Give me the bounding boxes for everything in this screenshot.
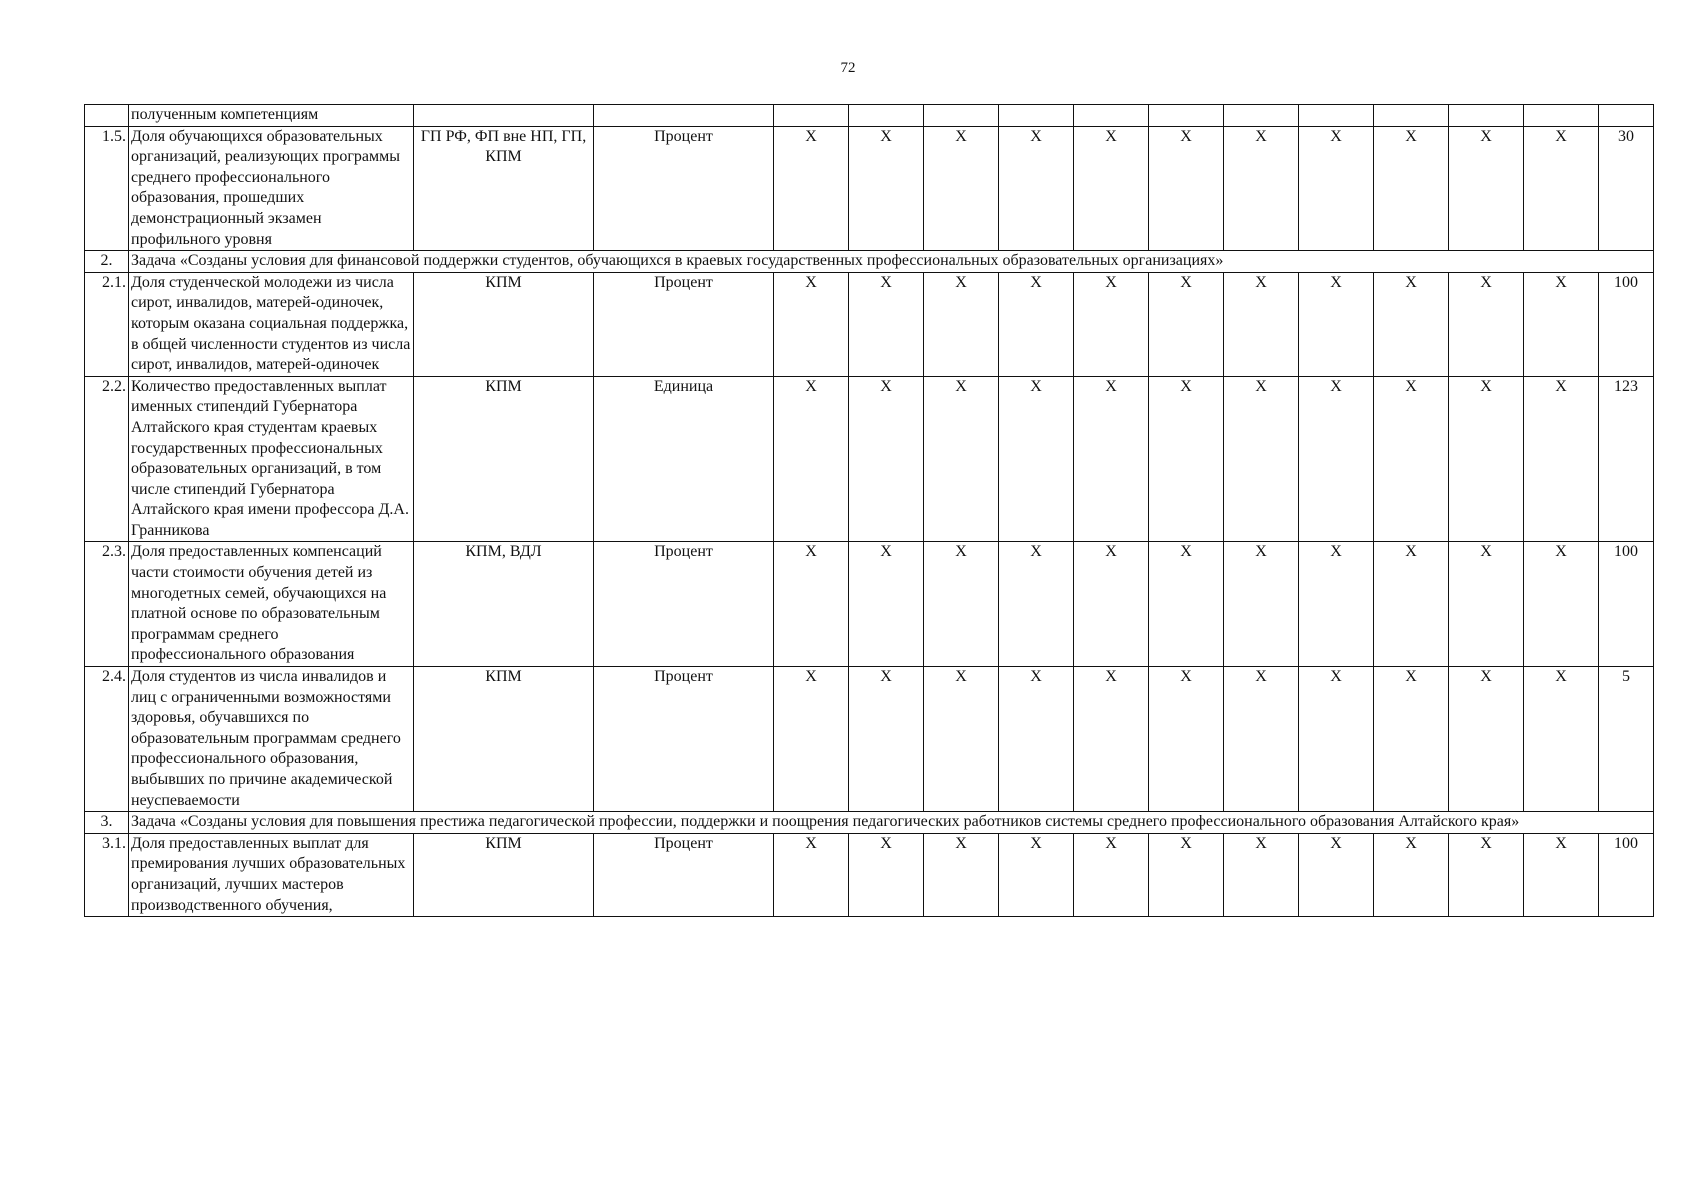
x-cell — [774, 105, 849, 127]
x-cell: X — [1374, 542, 1449, 667]
source-cell — [414, 105, 594, 127]
x-cell: X — [1449, 833, 1524, 916]
x-cell: X — [1524, 272, 1599, 376]
row-number — [85, 105, 129, 127]
row-number: 2.4. — [85, 667, 129, 812]
x-cell: X — [1074, 272, 1149, 376]
x-cell: X — [1224, 667, 1299, 812]
x-cell: X — [1524, 126, 1599, 251]
x-cell: X — [1374, 272, 1449, 376]
final-value-cell: 30 — [1599, 126, 1654, 251]
x-cell: X — [1449, 272, 1524, 376]
indicator-name: Количество предоставленных выплат именных стипендий Губернатора Алтайского края студентам краевых государственных профессиональных образовательных организаций, в том числе стипендий Губернатора Алтайского края имени профессора Д.А. Гранникова — [129, 376, 414, 542]
table-row — [85, 667, 1654, 812]
x-cell: X — [774, 667, 849, 812]
x-cell: X — [849, 126, 924, 251]
x-cell: X — [999, 376, 1074, 542]
x-cell: X — [924, 272, 999, 376]
x-cell: X — [1224, 833, 1299, 916]
x-cell — [849, 105, 924, 127]
x-cell — [1149, 105, 1224, 127]
x-cell: X — [1449, 376, 1524, 542]
x-cell: X — [1299, 667, 1374, 812]
x-cell: X — [1149, 542, 1224, 667]
final-value-cell: 5 — [1599, 667, 1654, 812]
x-cell: X — [1224, 126, 1299, 251]
x-cell: X — [1149, 376, 1224, 542]
indicator-name: полученным компетенциям — [129, 105, 414, 127]
row-number: 1.5. — [85, 126, 129, 251]
x-cell: X — [1149, 667, 1224, 812]
x-cell: X — [1374, 833, 1449, 916]
x-cell: X — [1074, 667, 1149, 812]
x-cell: X — [924, 126, 999, 251]
x-cell: X — [849, 833, 924, 916]
row-number: 2.2. — [85, 376, 129, 542]
x-cell: X — [1299, 542, 1374, 667]
unit-cell: Процент — [594, 542, 774, 667]
x-cell — [1524, 105, 1599, 127]
x-cell: X — [924, 542, 999, 667]
x-cell: X — [999, 272, 1074, 376]
row-number: 2.3. — [85, 542, 129, 667]
x-cell: X — [1374, 667, 1449, 812]
task-title: Задача «Созданы условия для финансовой поддержки студентов, обучающихся в краевых государственных профессиональных образовательных организациях» — [129, 251, 1654, 273]
x-cell: X — [1074, 833, 1149, 916]
final-value-cell: 123 — [1599, 376, 1654, 542]
x-cell: X — [774, 833, 849, 916]
task-number: 2. — [85, 251, 129, 273]
row-number: 3.1. — [85, 833, 129, 916]
x-cell — [1374, 105, 1449, 127]
task-row — [85, 812, 1654, 834]
indicator-name: Доля предоставленных компенсаций части стоимости обучения детей из многодетных семей, обучающихся на платной основе по образовательным программам среднего профессионального образования — [129, 542, 414, 667]
x-cell: X — [1149, 833, 1224, 916]
x-cell — [1449, 105, 1524, 127]
table-body — [85, 105, 1654, 917]
table-row — [85, 376, 1654, 542]
final-value-cell — [1599, 105, 1654, 127]
indicator-name: Доля студенческой молодежи из числа сирот, инвалидов, матерей-одиночек, которым оказана социальная поддержка, в общей численности студентов из числа сирот, инвалидов, матерей-одиночек — [129, 272, 414, 376]
x-cell: X — [774, 126, 849, 251]
final-value-cell: 100 — [1599, 272, 1654, 376]
x-cell — [999, 105, 1074, 127]
row-number: 2.1. — [85, 272, 129, 376]
unit-cell — [594, 105, 774, 127]
unit-cell: Процент — [594, 272, 774, 376]
table-row — [85, 833, 1654, 916]
x-cell: X — [1374, 376, 1449, 542]
x-cell: X — [1149, 272, 1224, 376]
x-cell — [1299, 105, 1374, 127]
indicators-table — [84, 104, 1654, 917]
unit-cell: Процент — [594, 833, 774, 916]
x-cell: X — [1374, 126, 1449, 251]
x-cell: X — [774, 542, 849, 667]
x-cell: X — [1524, 667, 1599, 812]
x-cell — [1224, 105, 1299, 127]
x-cell: X — [1299, 126, 1374, 251]
x-cell: X — [1224, 542, 1299, 667]
x-cell: X — [1524, 542, 1599, 667]
indicator-name: Доля обучающихся образовательных организаций, реализующих программы среднего профессионального образования, прошедших демонстрационный экзамен профильного уровня — [129, 126, 414, 251]
x-cell: X — [924, 376, 999, 542]
source-cell: КПМ — [414, 272, 594, 376]
x-cell: X — [999, 833, 1074, 916]
x-cell — [1074, 105, 1149, 127]
unit-cell: Процент — [594, 126, 774, 251]
x-cell: X — [1224, 376, 1299, 542]
x-cell — [924, 105, 999, 127]
indicator-name: Доля предоставленных выплат для премирования лучших образовательных организаций, лучших мастеров производственного обучения, — [129, 833, 414, 916]
unit-cell: Процент — [594, 667, 774, 812]
x-cell: X — [924, 667, 999, 812]
x-cell: X — [1074, 126, 1149, 251]
task-number: 3. — [85, 812, 129, 834]
source-cell: КПМ — [414, 833, 594, 916]
indicator-name: Доля студентов из числа инвалидов и лиц с ограниченными возможностями здоровья, обучавшихся по образовательным программам среднего профессионального образования, выбывших по причине академической неуспеваемости — [129, 667, 414, 812]
x-cell: X — [924, 833, 999, 916]
x-cell: X — [1449, 126, 1524, 251]
table-row — [85, 126, 1654, 251]
final-value-cell: 100 — [1599, 833, 1654, 916]
task-row — [85, 251, 1654, 273]
x-cell: X — [849, 667, 924, 812]
x-cell: X — [1449, 542, 1524, 667]
x-cell: X — [1074, 542, 1149, 667]
table-row — [85, 272, 1654, 376]
unit-cell: Единица — [594, 376, 774, 542]
x-cell: X — [1224, 272, 1299, 376]
x-cell: X — [1149, 126, 1224, 251]
x-cell: X — [999, 542, 1074, 667]
x-cell: X — [1074, 376, 1149, 542]
x-cell: X — [849, 272, 924, 376]
page-number: 72 — [840, 60, 856, 76]
x-cell: X — [1299, 272, 1374, 376]
x-cell: X — [774, 376, 849, 542]
task-title: Задача «Созданы условия для повышения престижа педагогической профессии, поддержки и поощрения педагогических работников системы среднего профессионального образования Алтайского края» — [129, 812, 1654, 834]
source-cell: ГП РФ, ФП вне НП, ГП, КПМ — [414, 126, 594, 251]
source-cell: КПМ — [414, 376, 594, 542]
table-row — [85, 542, 1654, 667]
source-cell: КПМ — [414, 667, 594, 812]
x-cell: X — [1449, 667, 1524, 812]
table-row-continuation — [85, 105, 1654, 127]
x-cell: X — [999, 126, 1074, 251]
x-cell: X — [1524, 833, 1599, 916]
x-cell: X — [849, 376, 924, 542]
x-cell: X — [1299, 376, 1374, 542]
x-cell: X — [849, 542, 924, 667]
x-cell: X — [774, 272, 849, 376]
x-cell: X — [1299, 833, 1374, 916]
source-cell: КПМ, ВДЛ — [414, 542, 594, 667]
x-cell: X — [999, 667, 1074, 812]
x-cell: X — [1524, 376, 1599, 542]
final-value-cell: 100 — [1599, 542, 1654, 667]
